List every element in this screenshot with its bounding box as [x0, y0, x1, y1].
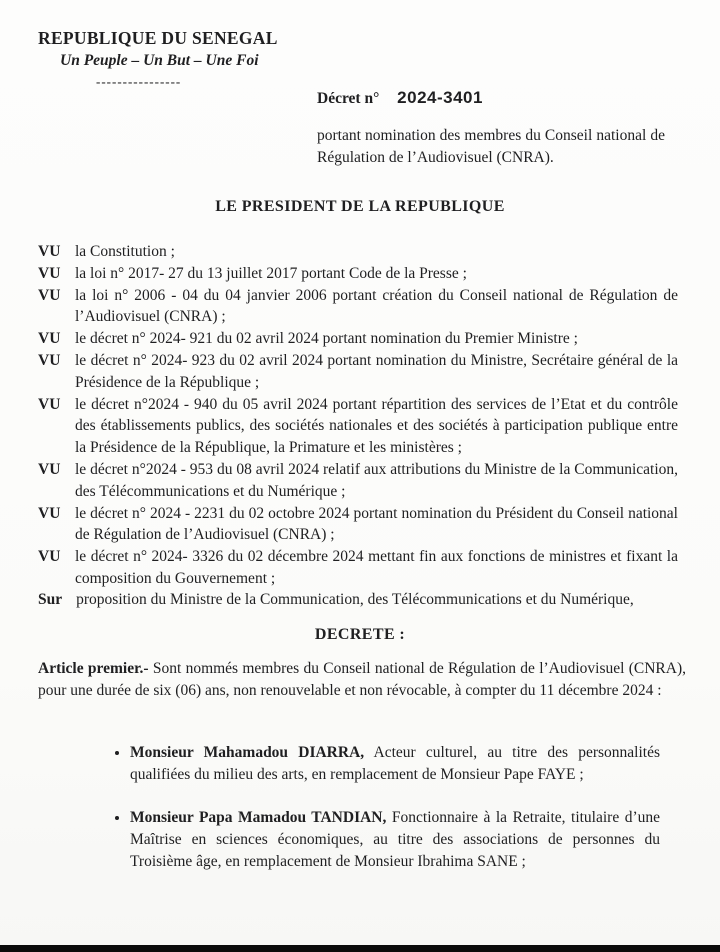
visa-item [38, 328, 678, 350]
proposal-text: proposition du Ministre de la Communication, des Télécommunications et du Numérique, [76, 591, 634, 608]
letterhead-separator: ---------------- [96, 74, 182, 89]
visa-text: la loi n° 2006 - 04 du 04 janvier 2006 portant création du Conseil national de Régulation de l’Audiovisuel (CNRA) ; [75, 286, 678, 326]
visa-text: le décret n° 2024- 923 du 02 avril 2024 portant nomination du Ministre, Secrétaire général de la Présidence de la République ; [75, 351, 678, 391]
country-title: REPUBLIQUE DU SENEGAL [38, 28, 278, 48]
visa-label: VU [38, 286, 61, 304]
article-text: Sont nommés membres du Conseil national de Régulation de l’Audiovisuel (CNRA), pour une durée de six (06) ans, non renouvelable et non révocable, à compter du 11 décembre 2024 : [38, 660, 686, 699]
decrete-heading: DECRETE : [314, 626, 406, 643]
visa-item [38, 546, 678, 590]
visa-label: VU [38, 548, 61, 566]
visa-list [38, 241, 678, 590]
article-label: Article premier.- [38, 660, 149, 677]
visa-label: VU [38, 351, 61, 369]
appointment-text: Fonctionnaire à la Retraite, titulaire d’une Maîtrise en sciences économiques, au titre des associations de personnes du Troisième âge, en remplacement de Monsieur Ibrahima SANE ; [130, 809, 661, 870]
visa-label: VU [38, 504, 61, 522]
visa-item [38, 263, 678, 285]
visa-text: le décret n° 2024- 921 du 02 avril 2024 portant nomination du Premier Ministre ; [75, 330, 578, 348]
visa-label: VU [38, 395, 61, 413]
decree-number-line [317, 88, 665, 108]
appointment-item [130, 807, 660, 873]
proposal-label: Sur [38, 591, 63, 608]
decree-subject: portant nomination des membres du Conseil national de Régulation de l’Audiovisuel (CNRA). [317, 127, 665, 166]
visa-item [38, 459, 678, 503]
visa-label: VU [38, 243, 61, 260]
visa-label: VU [38, 264, 61, 282]
appointment-item [130, 742, 660, 786]
visa-item [38, 241, 678, 263]
visa-item [38, 394, 678, 459]
visa-label: VU [38, 330, 61, 348]
appointee-name: Monsieur Papa Mamadou TANDIAN, [130, 809, 387, 826]
visa-text: la Constitution ; [75, 243, 175, 260]
decree-number: 2024-3401 [397, 88, 483, 107]
photo-bottom-edge [0, 945, 720, 952]
visa-text: le décret n°2024 - 953 du 08 avril 2024 relatif aux attributions du Ministre de la Communication, des Télécommunications et du Numérique ; [75, 460, 678, 500]
president-heading: LE PRESIDENT DE LA REPUBLIQUE [215, 198, 505, 215]
decree-label: Décret n° [317, 90, 380, 107]
national-motto: Un Peuple – Un But – Une Foi [60, 52, 259, 69]
letterhead [0, 0, 720, 90]
appointment-list [0, 742, 720, 894]
appointment-text: Acteur culturel, au titre des personnalités qualifiées du milieu des arts, en remplacement de Monsieur Pape FAYE ; [130, 744, 661, 783]
visa-text: le décret n°2024 - 940 du 05 avril 2024 portant répartition des services de l’Etat et du contrôle des établissements publics, des sociétés nationales et des sociétés à participation publique entre la Présidence de la République, la Primature et les ministères ; [75, 395, 678, 457]
visa-item [38, 503, 678, 547]
appointee-name: Monsieur Mahamadou DIARRA, [130, 744, 365, 761]
visa-text: le décret n° 2024- 3326 du 02 décembre 2024 mettant fin aux fonctions de ministres et fixant la composition du Gouvernement ; [75, 548, 678, 587]
visa-item [38, 285, 678, 329]
visa-label: VU [38, 460, 61, 478]
article-premier-paragraph [38, 658, 686, 702]
proposal-line [38, 591, 688, 609]
visa-item [38, 350, 678, 394]
decree-heading-block [317, 88, 665, 169]
visa-text: le décret n° 2024 - 2231 du 02 octobre 2024 portant nomination du Président du Conseil national de Régulation de l’Audiovisuel (CNRA) ; [75, 504, 678, 544]
visa-text: la loi n° 2017- 27 du 13 juillet 2017 portant Code de la Presse ; [75, 264, 467, 282]
